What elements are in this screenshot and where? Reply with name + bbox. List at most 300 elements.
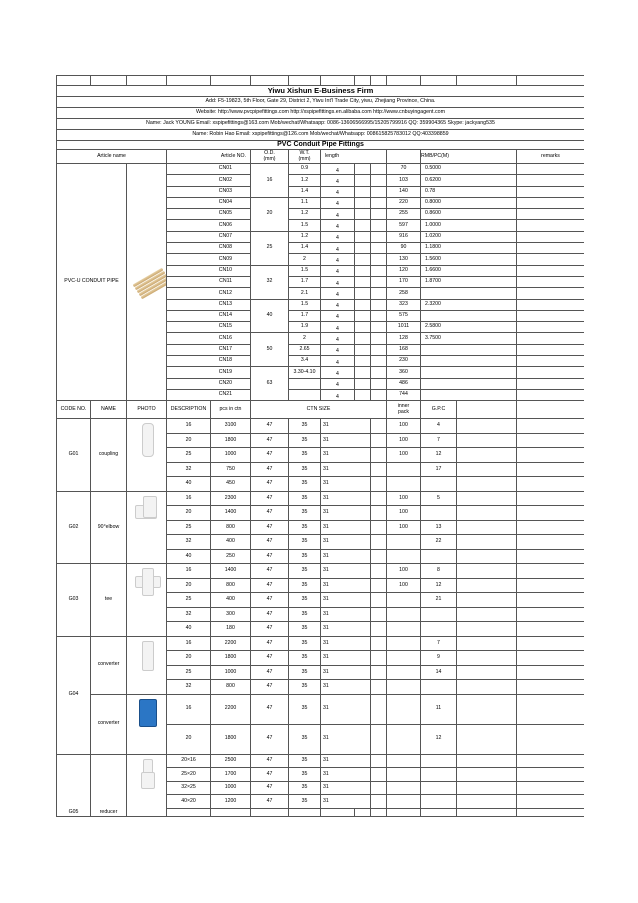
empty-cell	[371, 299, 387, 310]
length-value: 4	[321, 276, 355, 287]
wt-value	[289, 378, 321, 389]
empty-cell	[371, 220, 387, 231]
remarks-value	[517, 220, 585, 231]
empty-cell	[457, 694, 517, 724]
empty-cell	[371, 76, 387, 86]
col-rmb: RMB/PC(M)	[421, 150, 517, 164]
article-no: CN11	[167, 276, 251, 287]
table-row	[57, 401, 585, 419]
empty-cell	[371, 197, 387, 208]
empty-cell	[57, 76, 91, 86]
remarks-value	[517, 378, 585, 389]
article-no: CN04	[167, 197, 251, 208]
empty-cell	[371, 276, 387, 287]
empty-cell	[457, 419, 517, 434]
od-value: 20	[251, 197, 289, 231]
empty-cell	[371, 607, 387, 622]
empty-cell	[371, 243, 387, 254]
price-value: 0.8600	[421, 209, 517, 220]
empty-cell	[355, 186, 371, 197]
empty-cell	[387, 76, 421, 86]
gpc-value	[421, 477, 457, 492]
empty-cell	[517, 808, 585, 816]
product-photo	[127, 164, 167, 401]
empty-cell	[371, 754, 387, 768]
empty-cell	[371, 622, 387, 637]
empty-cell	[517, 564, 585, 579]
gpc-value	[421, 607, 457, 622]
ctn-height: 31	[321, 651, 371, 666]
elbow-image	[133, 495, 161, 521]
pcs-value: 750	[211, 462, 251, 477]
header-contact2: Name: Robin Hao Email: xspipefittings@126.com Mob/wechat/Whatsapp: 008615825783012 QQ:403398859	[57, 130, 585, 141]
empty-cell	[517, 724, 585, 754]
length-value: 4	[321, 322, 355, 333]
empty-cell	[355, 333, 371, 344]
gpc-value	[421, 622, 457, 637]
qty-value: 255	[387, 209, 421, 220]
pcs-value: 1800	[211, 651, 251, 666]
ctn-length: 47	[251, 768, 289, 782]
ctn-length: 47	[251, 593, 289, 608]
pvc-pipes-image	[129, 268, 165, 294]
empty-cell	[517, 651, 585, 666]
article-no: CN07	[167, 231, 251, 242]
ctn-height: 31	[321, 535, 371, 550]
qty-value: 168	[387, 344, 421, 355]
price-value: 0.5000	[421, 164, 517, 175]
pcs-value: 1400	[211, 506, 251, 521]
qty-value: 70	[387, 164, 421, 175]
ctn-width: 35	[289, 795, 321, 809]
empty-cell	[457, 549, 517, 564]
empty-cell	[355, 220, 371, 231]
empty-cell	[371, 186, 387, 197]
ctn-width: 35	[289, 477, 321, 492]
empty-cell	[371, 636, 387, 651]
inner-value: 100	[387, 578, 421, 593]
length-value: 4	[321, 175, 355, 186]
remarks-value	[517, 186, 585, 197]
empty-cell	[371, 491, 387, 506]
empty-cell	[457, 448, 517, 463]
ctn-length: 47	[251, 724, 289, 754]
ctn-height: 31	[321, 549, 371, 564]
empty-cell	[457, 433, 517, 448]
wt-value: 2	[289, 254, 321, 265]
ctn-width: 35	[289, 578, 321, 593]
empty-cell	[517, 781, 585, 795]
empty-cell	[517, 665, 585, 680]
od-value: 50	[251, 333, 289, 367]
ctn-height: 31	[321, 795, 371, 809]
ctn-height: 31	[321, 694, 371, 724]
empty-cell	[457, 680, 517, 695]
wt-value: 2	[289, 333, 321, 344]
empty-cell	[355, 243, 371, 254]
wt-value: 1.9	[289, 322, 321, 333]
ctn-height: 31	[321, 680, 371, 695]
inner-value: 100	[387, 448, 421, 463]
empty-cell	[517, 477, 585, 492]
inner-value: 100	[387, 564, 421, 579]
ctn-height: 31	[321, 768, 371, 782]
length-value: 4	[321, 243, 355, 254]
wt-value: 3.4	[289, 356, 321, 367]
article-no: CN12	[167, 288, 251, 299]
description-value: 40×20	[167, 795, 211, 809]
inner-value: 100	[387, 520, 421, 535]
wt-value: 1.5	[289, 265, 321, 276]
ctn-height: 31	[321, 462, 371, 477]
ctn-height: 31	[321, 578, 371, 593]
ctn-width: 35	[289, 549, 321, 564]
empty-cell	[371, 808, 387, 816]
empty-cell	[355, 209, 371, 220]
article-no: CN16	[167, 333, 251, 344]
ctn-height: 31	[321, 724, 371, 754]
header-contact1: Name: Jack YOUNG Email: xspipefittings@163.com Mob/wechat/Whatsapp: 0086-13606566995/15205799916 QQ: 359904365 Skype: jackyang535	[57, 119, 585, 130]
reducer-image	[140, 758, 154, 788]
empty-cell	[421, 76, 457, 86]
empty-cell	[355, 197, 371, 208]
col-qty	[387, 150, 421, 164]
qty-value: 486	[387, 378, 421, 389]
empty-cell	[371, 694, 387, 724]
od-value: 40	[251, 299, 289, 333]
table-row	[57, 150, 585, 164]
od-value: 16	[251, 164, 289, 198]
table-row	[57, 694, 585, 724]
inner-value	[387, 795, 421, 809]
price-value: 1.6600	[421, 265, 517, 276]
code-value: G03	[57, 564, 91, 637]
price-value: 1.0200	[421, 231, 517, 242]
remarks-value	[517, 356, 585, 367]
pcs-value: 400	[211, 535, 251, 550]
ctn-width: 35	[289, 636, 321, 651]
empty-cell	[211, 808, 251, 816]
col-description: DESCRIPTION	[167, 401, 211, 419]
col-length: length	[321, 150, 387, 164]
qty-value: 916	[387, 231, 421, 242]
empty-cell	[371, 665, 387, 680]
empty-cell	[371, 549, 387, 564]
ctn-width: 35	[289, 768, 321, 782]
remarks-value	[517, 209, 585, 220]
empty-cell	[517, 680, 585, 695]
ctn-height: 31	[321, 636, 371, 651]
pcs-value: 2200	[211, 636, 251, 651]
gpc-value: 21	[421, 593, 457, 608]
gpc-value	[421, 680, 457, 695]
wt-value: 1.7	[289, 310, 321, 321]
empty-cell	[457, 520, 517, 535]
article-no: CN14	[167, 310, 251, 321]
empty-cell	[355, 254, 371, 265]
empty-cell	[321, 808, 355, 816]
empty-cell	[371, 651, 387, 666]
price-value	[421, 288, 517, 299]
item-name: 90°elbow	[91, 491, 127, 564]
pcs-value: 180	[211, 622, 251, 637]
empty-cell	[517, 448, 585, 463]
inner-value	[387, 535, 421, 550]
empty-cell	[457, 76, 517, 86]
od-value: 25	[251, 231, 289, 265]
code-value: G01	[57, 419, 91, 492]
empty-cell	[355, 378, 371, 389]
price-value	[421, 310, 517, 321]
empty-cell	[371, 520, 387, 535]
description-value: 20	[167, 651, 211, 666]
empty-cell	[457, 564, 517, 579]
ctn-length: 47	[251, 535, 289, 550]
pcs-value: 3100	[211, 419, 251, 434]
ctn-width: 35	[289, 781, 321, 795]
empty-cell	[167, 76, 211, 86]
empty-cell	[457, 768, 517, 782]
length-value: 4	[321, 265, 355, 276]
wt-value: 0.9	[289, 164, 321, 175]
col-remarks: remarks	[517, 150, 585, 164]
wt-value: 1.7	[289, 276, 321, 287]
gpc-value: 5	[421, 491, 457, 506]
empty-cell	[457, 754, 517, 768]
spreadsheet-table	[56, 75, 584, 817]
remarks-value	[517, 265, 585, 276]
table-row	[57, 141, 585, 150]
empty-cell	[355, 231, 371, 242]
pcs-value: 1000	[211, 781, 251, 795]
remarks-value	[517, 322, 585, 333]
item-photo	[127, 564, 167, 637]
empty-cell	[517, 636, 585, 651]
empty-cell	[371, 367, 387, 378]
ctn-height: 31	[321, 754, 371, 768]
ctn-height: 31	[321, 491, 371, 506]
description-value: 32	[167, 680, 211, 695]
article-no: CN03	[167, 186, 251, 197]
length-value: 4	[321, 220, 355, 231]
ctn-height: 31	[321, 506, 371, 521]
ctn-length: 47	[251, 665, 289, 680]
ctn-width: 35	[289, 448, 321, 463]
remarks-value	[517, 310, 585, 321]
article-no: CN13	[167, 299, 251, 310]
header-company: Yiwu Xishun E-Business Firm	[57, 86, 585, 97]
item-name: tee	[91, 564, 127, 637]
empty-cell	[517, 578, 585, 593]
ctn-height: 31	[321, 622, 371, 637]
description-value: 20×16	[167, 754, 211, 768]
empty-cell	[355, 344, 371, 355]
qty-value: 220	[387, 197, 421, 208]
inner-value: 100	[387, 419, 421, 434]
inner-value	[387, 724, 421, 754]
ctn-length: 47	[251, 622, 289, 637]
empty-cell	[517, 462, 585, 477]
ctn-length: 47	[251, 578, 289, 593]
gpc-value	[421, 754, 457, 768]
empty-cell	[371, 724, 387, 754]
empty-cell	[457, 808, 517, 816]
col-name: NAME	[91, 401, 127, 419]
empty-cell	[371, 209, 387, 220]
ctn-width: 35	[289, 491, 321, 506]
empty-cell	[321, 76, 355, 86]
ctn-length: 47	[251, 636, 289, 651]
empty-cell	[457, 607, 517, 622]
empty-cell	[251, 76, 289, 86]
inner-value	[387, 665, 421, 680]
inner-value	[387, 694, 421, 724]
col-gpc: G.P.C	[421, 401, 457, 419]
length-value: 4	[321, 197, 355, 208]
empty-cell	[371, 462, 387, 477]
description-value: 32	[167, 607, 211, 622]
article-no: CN08	[167, 243, 251, 254]
price-value: 2.3200	[421, 299, 517, 310]
table-row	[57, 76, 585, 86]
inner-value: 100	[387, 491, 421, 506]
description-value: 16	[167, 694, 211, 724]
ctn-width: 35	[289, 506, 321, 521]
gpc-value: 7	[421, 433, 457, 448]
inner-value	[387, 781, 421, 795]
length-value: 4	[321, 288, 355, 299]
ctn-width: 35	[289, 622, 321, 637]
item-photo	[127, 754, 167, 816]
ctn-length: 47	[251, 680, 289, 695]
col-od: O.D. (mm)	[251, 150, 289, 164]
col-ctn-size: CTN SIZE	[251, 401, 387, 419]
wt-value: 1.1	[289, 197, 321, 208]
empty-cell	[517, 401, 585, 419]
table-row	[57, 119, 585, 130]
ctn-length: 47	[251, 651, 289, 666]
ctn-height: 31	[321, 781, 371, 795]
empty-cell	[355, 808, 371, 816]
empty-cell	[355, 299, 371, 310]
length-value: 4	[321, 344, 355, 355]
qty-value: 323	[387, 299, 421, 310]
price-value	[421, 378, 517, 389]
empty-cell	[355, 310, 371, 321]
code-value: G04	[57, 636, 91, 754]
inner-value	[387, 549, 421, 564]
pcs-value: 2200	[211, 694, 251, 724]
gpc-value: 17	[421, 462, 457, 477]
description-value: 25	[167, 520, 211, 535]
pcs-value: 1200	[211, 795, 251, 809]
empty-cell	[371, 578, 387, 593]
inner-value	[387, 636, 421, 651]
empty-cell	[211, 76, 251, 86]
article-no: CN15	[167, 322, 251, 333]
inner-value	[387, 607, 421, 622]
empty-cell	[371, 333, 387, 344]
description-value: 20	[167, 578, 211, 593]
remarks-value	[517, 164, 585, 175]
empty-cell	[517, 593, 585, 608]
inner-value	[387, 651, 421, 666]
empty-cell	[371, 477, 387, 492]
length-value: 4	[321, 254, 355, 265]
description-value: 40	[167, 549, 211, 564]
description-value: 16	[167, 636, 211, 651]
empty-cell	[289, 808, 321, 816]
empty-cell	[371, 433, 387, 448]
wt-value: 1.2	[289, 231, 321, 242]
gpc-value	[421, 506, 457, 521]
length-value: 4	[321, 367, 355, 378]
gpc-value	[421, 549, 457, 564]
section-title: PVC Conduit Pipe Fittings	[57, 141, 585, 150]
ctn-width: 35	[289, 419, 321, 434]
gpc-value: 13	[421, 520, 457, 535]
empty-cell	[517, 795, 585, 809]
length-value: 4	[321, 299, 355, 310]
code-value: G05	[57, 754, 91, 816]
ctn-length: 47	[251, 419, 289, 434]
remarks-value	[517, 288, 585, 299]
article-no: CN19	[167, 367, 251, 378]
description-value: 20	[167, 506, 211, 521]
remarks-value	[517, 175, 585, 186]
ctn-width: 35	[289, 680, 321, 695]
pcs-value: 1700	[211, 768, 251, 782]
description-value: 32	[167, 462, 211, 477]
ctn-width: 35	[289, 724, 321, 754]
article-no: CN01	[167, 164, 251, 175]
description-value: 16	[167, 564, 211, 579]
ctn-length: 47	[251, 694, 289, 724]
empty-cell	[517, 768, 585, 782]
price-value: 0.78	[421, 186, 517, 197]
empty-cell	[517, 491, 585, 506]
empty-cell	[517, 520, 585, 535]
ctn-width: 35	[289, 651, 321, 666]
gpc-value: 12	[421, 448, 457, 463]
empty-cell	[371, 164, 387, 175]
qty-value: 90	[387, 243, 421, 254]
ctn-length: 47	[251, 477, 289, 492]
ctn-width: 35	[289, 665, 321, 680]
empty-cell	[371, 389, 387, 400]
empty-cell	[355, 322, 371, 333]
empty-cell	[517, 433, 585, 448]
empty-cell	[421, 808, 457, 816]
empty-cell	[355, 389, 371, 400]
col-article-name: Article name	[57, 150, 167, 164]
inner-value	[387, 622, 421, 637]
price-sheet	[56, 75, 584, 817]
price-value: 2.5800	[421, 322, 517, 333]
article-no: CN17	[167, 344, 251, 355]
empty-cell	[371, 795, 387, 809]
inner-value	[387, 768, 421, 782]
empty-cell	[371, 310, 387, 321]
length-value: 4	[321, 164, 355, 175]
ctn-width: 35	[289, 520, 321, 535]
qty-value: 120	[387, 265, 421, 276]
empty-cell	[371, 506, 387, 521]
empty-cell	[371, 593, 387, 608]
qty-value: 140	[387, 186, 421, 197]
wt-value: 1.5	[289, 299, 321, 310]
description-value: 25	[167, 593, 211, 608]
